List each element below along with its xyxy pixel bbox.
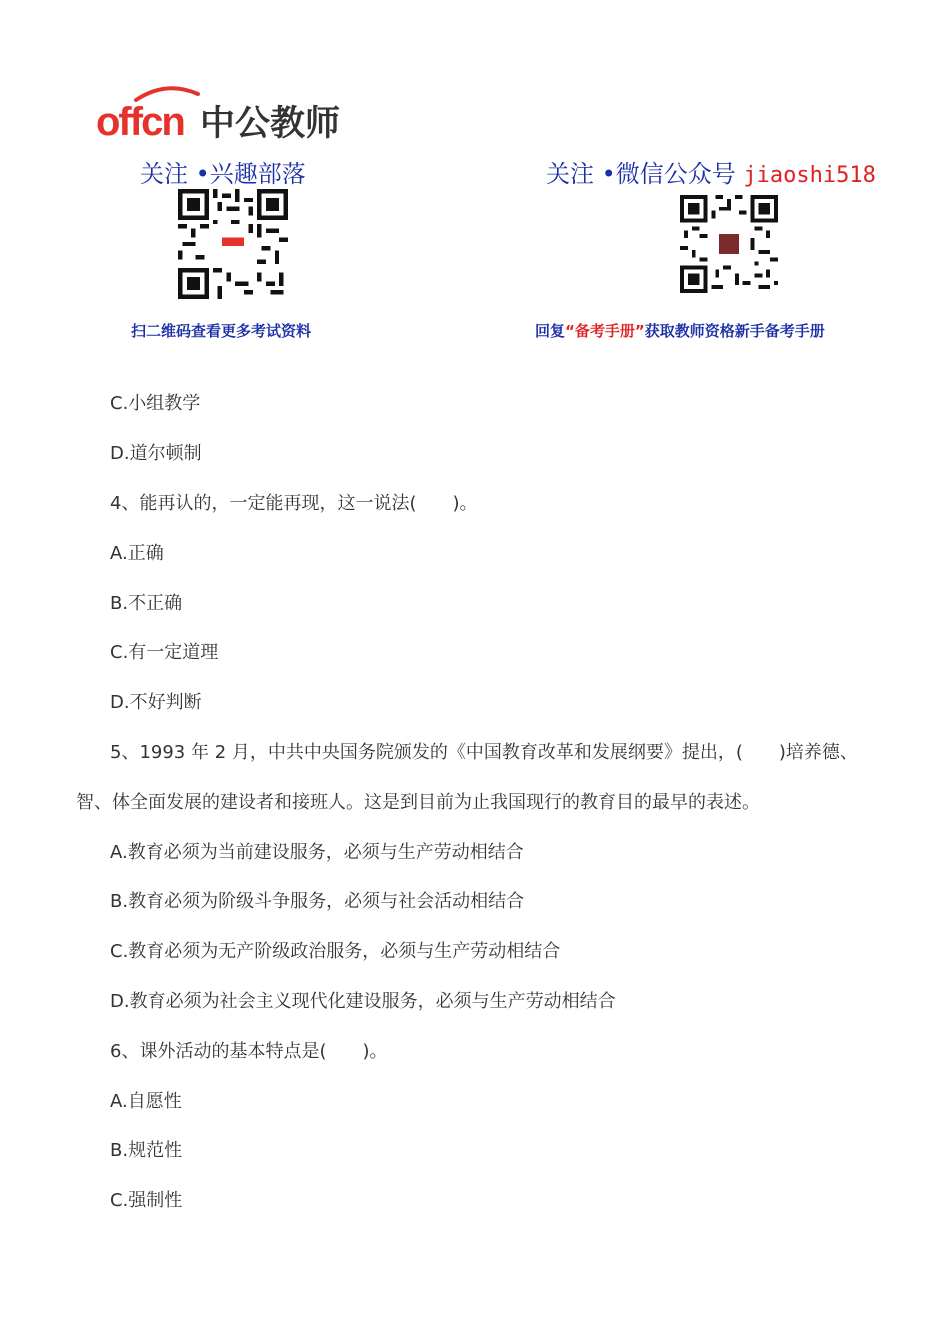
- wechat-account-id: jiaoshi518: [743, 163, 876, 188]
- question-line-continued: 智、体全面发展的建设者和接班人。这是到目前为止我国现行的教育目的最早的表述。: [76, 792, 760, 813]
- follow-wechat-heading: [546, 154, 876, 189]
- qr-code-wechat: [680, 195, 778, 293]
- qr-code-interest-tribe: [178, 189, 288, 299]
- option-line: B.不正确: [110, 593, 183, 614]
- caption-keyword: “备考手册”: [565, 322, 645, 340]
- reply-handbook-caption: [535, 320, 825, 341]
- svg-text:offcn: offcn: [96, 100, 184, 142]
- option-line: B.教育必须为阶级斗争服务，必须与社会活动相结合: [110, 891, 525, 912]
- option-line: A.教育必须为当前建设服务，必须与生产劳动相结合: [110, 842, 524, 863]
- question-line: 6、课外活动的基本特点是( )。: [110, 1041, 388, 1062]
- svg-text:中公教师: 中公教师: [200, 104, 341, 142]
- option-line: D.不好判断: [110, 692, 202, 713]
- follow-wechat-label: 关注 •微信公众号: [546, 160, 744, 188]
- option-line: C.有一定道理: [110, 642, 219, 663]
- option-line: C.小组教学: [110, 393, 201, 414]
- caption-reply-rest: 获取教师资格新手备考手册: [644, 322, 825, 340]
- scan-qr-caption: 扫二维码查看更多考试资料: [131, 322, 312, 340]
- option-line: A.正确: [110, 543, 164, 564]
- question-line: 5、1993 年 2 月，中共中央国务院颁发的《中国教育改革和发展纲要》提出，( )培养德、: [110, 742, 858, 763]
- question-line: 4、能再认的，一定能再现，这一说法( )。: [110, 493, 478, 514]
- option-line: D.教育必须为社会主义现代化建设服务，必须与生产劳动相结合: [110, 991, 616, 1012]
- option-line: C.教育必须为无产阶级政治服务，必须与生产劳动相结合: [110, 941, 561, 962]
- caption-reply-label: 回复: [535, 322, 566, 340]
- option-line: D.道尔顿制: [110, 443, 202, 464]
- offcn-logo: [96, 86, 346, 142]
- option-line: B.规范性: [110, 1140, 183, 1161]
- follow-interest-tribe-heading: 关注 •兴趣部落: [140, 160, 306, 188]
- option-line: C.强制性: [110, 1190, 183, 1211]
- option-line: A.自愿性: [110, 1091, 182, 1112]
